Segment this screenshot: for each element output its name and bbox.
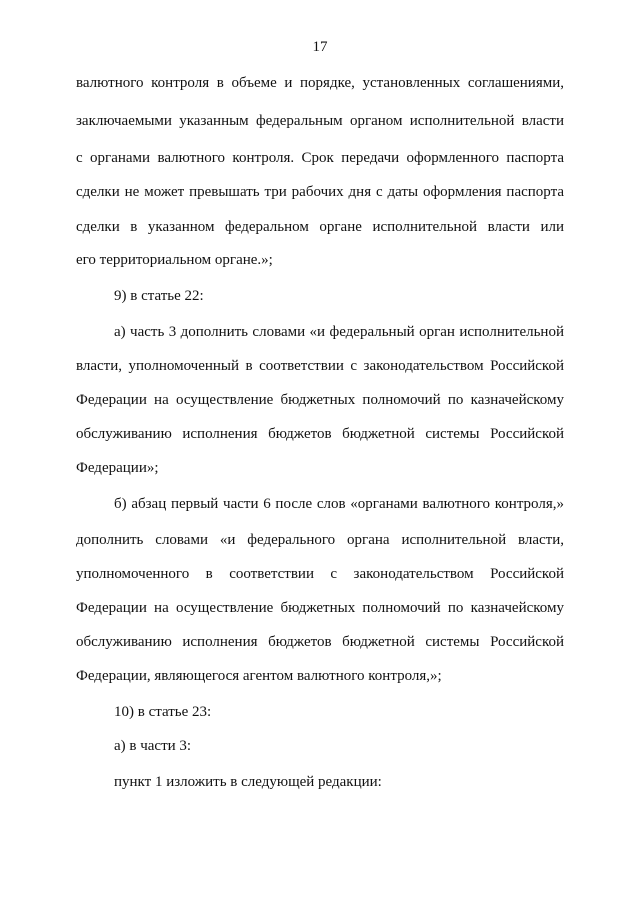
text-line: пункт 1 изложить в следующей редакции: (114, 774, 382, 790)
text-line: власти, уполномоченный в соответствии с законодательством Российской (76, 358, 564, 374)
text-line: а) часть 3 дополнить словами «и федеральный орган исполнительной (114, 324, 564, 340)
text-line: его территориальном органе.»; (76, 252, 273, 268)
text-line: дополнить словами «и федерального органа исполнительной власти, (76, 532, 564, 548)
text-line: Федерации, являющегося агентом валютного контроля,»; (76, 668, 442, 684)
text-line: обслуживанию исполнения бюджетов бюджетной системы Российской (76, 426, 564, 442)
text-line: Федерации на осуществление бюджетных полномочий по казначейскому (76, 392, 564, 408)
text-line: Федерации»; (76, 460, 159, 476)
text-line: б) абзац первый части 6 после слов «органами валютного контроля,» (114, 496, 564, 512)
text-line: Федерации на осуществление бюджетных полномочий по казначейскому (76, 600, 564, 616)
section-heading: 9) в статье 22: (114, 288, 204, 304)
text-line: сделки не может превышать три рабочих дня с даты оформления паспорта (76, 184, 564, 200)
text-line: сделки в указанном федеральном органе исполнительной власти или (76, 219, 564, 235)
section-heading: 10) в статье 23: (114, 704, 212, 720)
text-line: заключаемыми указанным федеральным органом исполнительной власти (76, 113, 564, 129)
page-number: 17 (312, 39, 328, 55)
text-line: с органами валютного контроля. Срок передачи оформленного паспорта (76, 150, 564, 166)
subsection-heading: а) в части 3: (114, 738, 192, 754)
text-line: валютного контроля в объеме и порядке, установленных соглашениями, (76, 75, 564, 91)
text-line: уполномоченного в соответствии с законодательством Российской (76, 566, 564, 582)
text-line: обслуживанию исполнения бюджетов бюджетной системы Российской (76, 634, 564, 650)
